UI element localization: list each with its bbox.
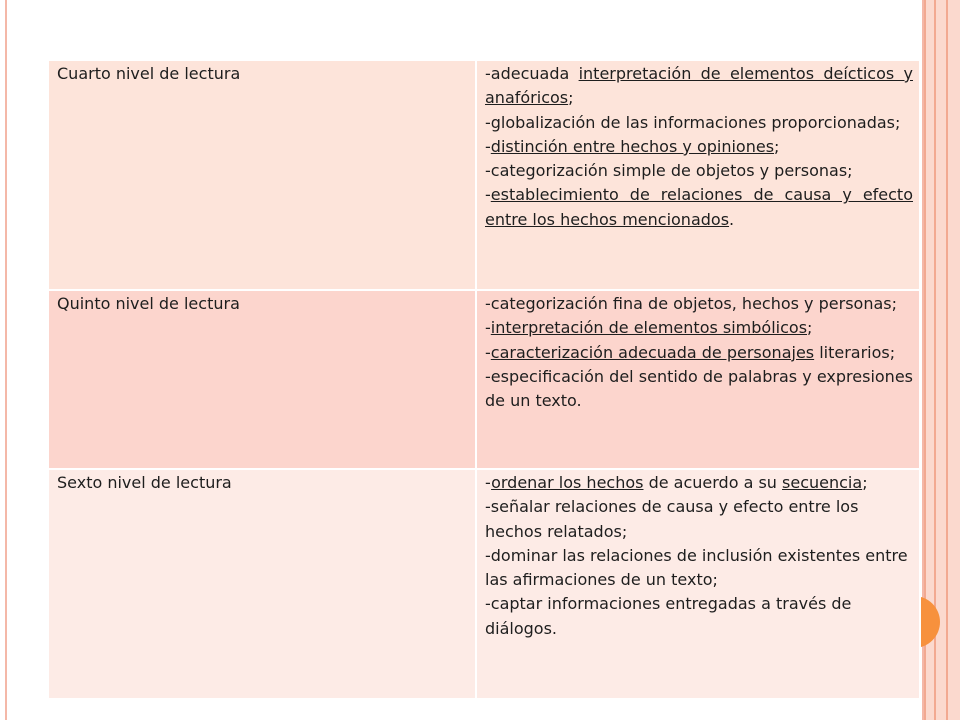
item-underlined-text: interpretación de elementos simbólicos	[490, 318, 808, 338]
list-item	[485, 135, 913, 159]
list-item	[485, 592, 913, 641]
item-text: .	[729, 209, 735, 229]
item-text: -	[485, 185, 491, 205]
list-item	[485, 316, 913, 340]
reading-levels-table	[47, 59, 921, 700]
item-text: -	[485, 473, 492, 492]
list-item	[485, 183, 913, 232]
table-row	[48, 60, 920, 290]
item-text: -adecuada	[485, 64, 579, 83]
item-underlined-text: distinción entre hechos y opiniones	[490, 136, 775, 156]
list-item	[485, 544, 913, 593]
list-item	[485, 365, 913, 414]
level-cell: Sexto nivel de lectura	[48, 469, 476, 699]
list-item	[485, 471, 913, 495]
item-underlined-text: establecimiento de relaciones de causa y efecto entre los hechos mencionados	[485, 185, 913, 229]
item-text: ;	[568, 88, 574, 108]
item-text: de acuerdo a su	[643, 473, 783, 492]
item-underlined-text: secuencia	[782, 473, 863, 492]
item-text: -	[485, 136, 491, 156]
item-text: -	[485, 342, 491, 362]
list-item	[485, 62, 913, 111]
item-text: ;	[862, 473, 868, 492]
item-text: -señalar relaciones de causa y efecto entre los hechos relatados;	[485, 497, 859, 541]
list-item	[485, 495, 913, 544]
list-item	[485, 111, 913, 135]
description-cell	[476, 469, 920, 699]
level-cell: Cuarto nivel de lectura	[48, 60, 476, 290]
item-text: -categorización simple de objetos y personas;	[485, 161, 853, 181]
item-text: literarios;	[814, 342, 896, 362]
item-text: -	[485, 318, 491, 338]
item-underlined-text: caracterización adecuada de personajes	[490, 342, 815, 362]
item-text: -dominar las relaciones de inclusión existentes entre las afirmaciones de un texto;	[485, 545, 908, 590]
item-text: -globalización de las informaciones proporcionadas;	[485, 112, 901, 132]
list-item	[485, 341, 913, 365]
list-item	[485, 292, 913, 316]
table-row	[48, 469, 920, 699]
level-cell: Quinto nivel de lectura	[48, 290, 476, 469]
list-item	[485, 159, 913, 183]
description-cell	[476, 290, 920, 469]
item-underlined-text: ordenar los hechos	[491, 473, 644, 492]
item-underlined-text: interpretación de elementos deícticos y anafóricos	[485, 64, 913, 108]
description-cell	[476, 60, 920, 290]
item-text: -categorización fina de objetos, hechos y personas;	[485, 294, 897, 313]
item-text: -captar informaciones entregadas a través de diálogos.	[485, 594, 852, 638]
stripe-line	[946, 0, 948, 720]
item-text: ;	[774, 136, 780, 156]
item-text: ;	[807, 318, 813, 338]
table-row	[48, 290, 920, 469]
item-text: -especificación del sentido de palabras y expresiones de un texto.	[485, 366, 913, 411]
